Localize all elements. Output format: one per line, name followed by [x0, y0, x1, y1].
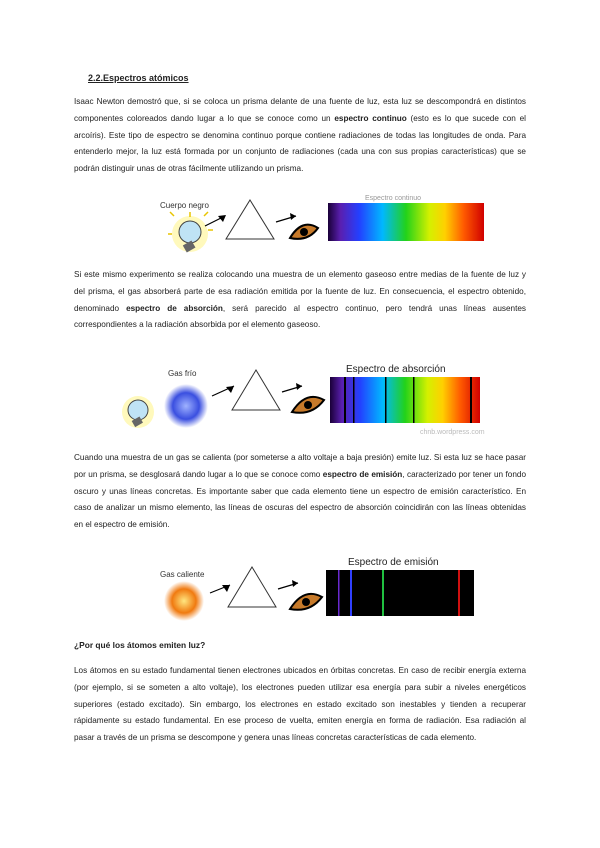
- prism-icon: [228, 567, 276, 607]
- source-label-black-body: Cuerpo negro: [160, 201, 209, 210]
- figure-absorption-spectrum: [120, 360, 490, 438]
- source-label-cold-gas: Gas frío: [168, 369, 197, 378]
- source-label-hot-gas: Gas caliente: [160, 570, 205, 579]
- section-heading: [88, 73, 189, 83]
- term-continuous-spectrum: espectro continuo: [334, 113, 407, 123]
- prism-icon: [226, 200, 274, 239]
- term-emission-spectrum: espectro de emisión: [322, 469, 403, 479]
- spectrum-title-absorption: Espectro de absorción: [346, 364, 446, 375]
- paragraph-why-atoms-emit: Los átomos en su estado fundamental tienen electrones ubicados en órbitas concretas. En caso de recibir energía externa (por ejemplo, si se someten a alto voltaje), los electrones pueden utilizar esa energía para subir a niveles energéticos superiores (estado excitado). Sin embargo, los electrones en estado excitado son inestables y tienden a recuperar rápidamente su estado fundamental. En ese proceso de vuelta, emiten energía en forma de radiación. Esa radiación al pasar a través de un prisma se descompone y genera unas líneas concretas características de cada elemento.: [74, 666, 526, 743]
- absorption-spectrum-band: [330, 377, 480, 423]
- spectrum-title-emission: Espectro de emisión: [348, 557, 439, 568]
- paragraph-emission: Cuando una muestra de un gas se calienta (por someterse a alto voltaje a baja presión) emite luz. Si esta luz se hace pasar por un prisma, se desglosará dando lugar a lo que se conoce como espectro de emisión, caracterizado por tener un fondo oscuro y unas líneas concretas. Es importante saber que cada elemento tiene un espectro de emisión característico. En caso de analizar un mismo elemento, las líneas de oscuras del espectro de absorción coincidirán con las líneas obtenidas en el espectro de emisión.: [74, 453, 526, 530]
- paragraph-absorption: Si este mismo experimento se realiza colocando una muestra de un elemento gaseoso entre medias de la fuente de luz y del prisma, el gas absorberá parte de esa radiación emitida por la fuente de luz. En consecuencia, el espectro obtenido, denominado espectro de absorción, será parecido al espectro continuo, pero tendrá unas líneas ausentes correspondientes a la radiación absorbida por el elemento gaseoso.: [74, 270, 526, 330]
- eye-icon: [290, 225, 318, 239]
- question-heading: ¿Por qué los átomos emiten luz?: [74, 640, 206, 650]
- watermark: chnb.wordpress.com: [420, 429, 485, 436]
- lightbulb-icon: [122, 396, 154, 428]
- figure-emission-spectrum: [158, 553, 478, 621]
- eye-icon: [292, 397, 324, 413]
- paragraph-newton: Isaac Newton demostró que, si se coloca un prisma delante de una fuente de luz, esta luz se descompondrá en distintos componentes coloreados dando lugar a lo que se conoce como un espectro continuo (esto es lo que sucede con el arcoíris). Este tipo de espectro se denomina continuo porque contiene radiaciones de todas las longitudes de onda. Para entenderlo mejor, la luz está formada por un conjunto de radiaciones (cada una con sus propias características) que se podrán distinguir unas de otras fácilmente utilizando un prisma.: [74, 97, 526, 174]
- spectrum-title-continuous: Espectro continuo: [365, 195, 422, 202]
- cold-gas-sphere: [164, 384, 208, 428]
- eye-icon: [290, 594, 322, 610]
- emission-spectrum-band: [326, 570, 474, 616]
- figure-continuous-spectrum: [150, 194, 490, 266]
- lightbulb-icon: [168, 212, 213, 252]
- continuous-spectrum-band: [328, 203, 484, 241]
- term-absorption-spectrum: espectro de absorción: [126, 303, 223, 313]
- section-number: 2.2.: [88, 73, 104, 83]
- hot-gas-sphere: [164, 581, 204, 621]
- section-title: Espectros atómicos: [103, 73, 189, 83]
- prism-icon: [232, 370, 280, 410]
